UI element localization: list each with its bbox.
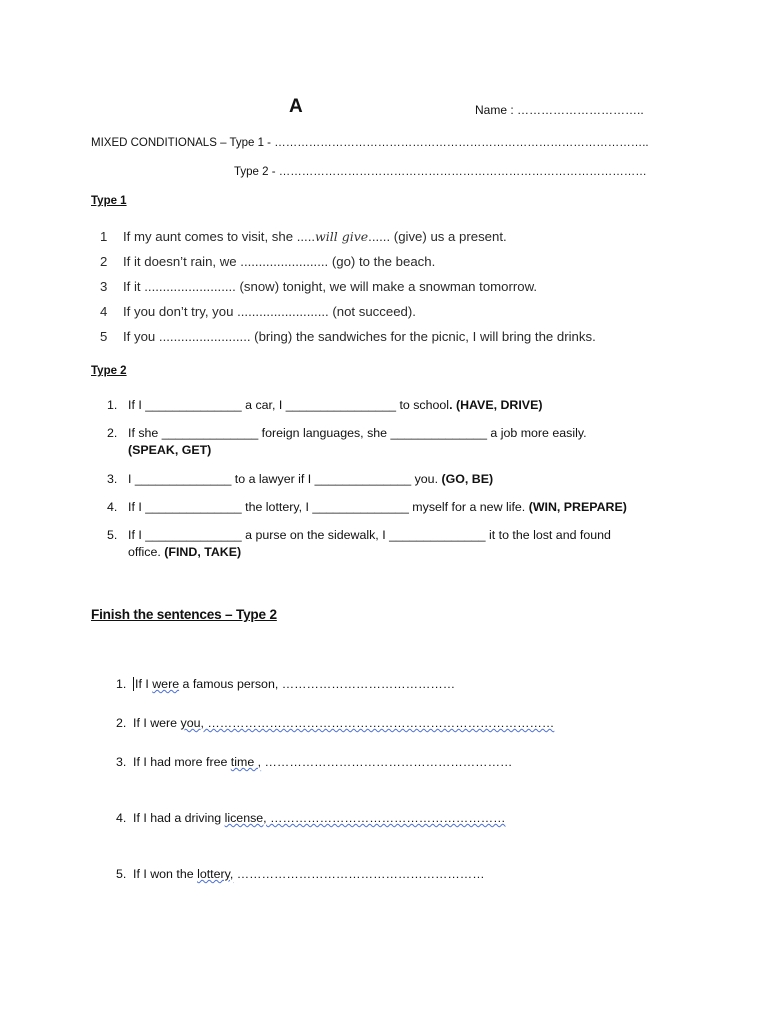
- item-number: 4.: [107, 500, 118, 514]
- item-number: 4.: [116, 811, 127, 825]
- item-text: If I ______________ a purse on the sidewalk, I ______________ it to the lost and found: [128, 528, 611, 542]
- finish-item: [116, 755, 512, 769]
- item-text: If she ______________ foreign languages, she ______________ a job more easily.: [128, 426, 587, 440]
- item-number: 1: [100, 229, 108, 244]
- item-verbs: (FIND, TAKE): [164, 545, 242, 559]
- item-verbs: (WIN, PREPARE): [528, 500, 627, 514]
- type2-item: [107, 426, 587, 457]
- item-tail: ……………………………………………………: [233, 867, 485, 881]
- item-verbs: (SPEAK, GET): [128, 443, 212, 457]
- type2-item: [107, 472, 493, 486]
- item-text: If it doesn’t rain, we ........................ (go) to the beach.: [123, 254, 436, 269]
- finish-item: [116, 811, 506, 825]
- finish-heading: Finish the sentences – Type 2: [91, 607, 277, 622]
- item-lead: If I had a driving: [133, 811, 225, 825]
- item-text: If it ......................... (snow) tonight, we will make a snowman tomorrow.: [123, 279, 538, 294]
- item-text: If you don’t try, you ......................... (not succeed).: [123, 304, 416, 319]
- item-number: 1.: [116, 677, 127, 691]
- item-tail: a famous person, ……………………………………: [179, 677, 456, 691]
- item-text: If my aunt comes to visit, she .....: [123, 229, 316, 244]
- item-continuation: [107, 545, 611, 559]
- item-lead: If I won the: [133, 867, 198, 881]
- item-continuation-text: office.: [128, 545, 165, 559]
- type1-item: [100, 229, 507, 244]
- type1-item: [100, 329, 596, 344]
- type1-item: [100, 254, 435, 269]
- name-field-label: Name : …………………………..: [475, 103, 644, 117]
- spellcheck-flagged-text: time ,: [230, 755, 262, 769]
- type2-item: [107, 528, 611, 559]
- item-verbs: (GO, BE): [441, 472, 494, 486]
- mixed-conditionals-type1-line: MIXED CONDITIONALS – Type 1 - ……………………………………………………………………………………..: [91, 137, 649, 149]
- item-number: 2.: [116, 716, 127, 730]
- type1-item: [100, 304, 416, 319]
- item-number: 5: [100, 329, 108, 344]
- item-number: 3: [100, 279, 108, 294]
- item-verbs: . (HAVE, DRIVE): [449, 398, 543, 412]
- item-continuation: [107, 443, 587, 457]
- item-number: 2.: [107, 426, 118, 440]
- spellcheck-flagged-text: license, …………………………………………………: [224, 811, 506, 825]
- type2-heading: Type 2: [91, 365, 127, 377]
- type1-heading: Type 1: [91, 195, 127, 207]
- item-text: If you ......................... (bring) the sandwiches for the picnic, I will bring the drinks.: [123, 329, 596, 344]
- item-lead: If I were: [133, 716, 181, 730]
- type1-item: [100, 279, 537, 294]
- type2-item: [107, 500, 627, 514]
- item-tail: ……………………………………………………: [261, 755, 513, 769]
- item-number: 5.: [116, 867, 127, 881]
- spellcheck-flagged-text: were: [152, 677, 180, 691]
- spellcheck-flagged-text: lottery,: [197, 867, 234, 881]
- spellcheck-flagged-text: you, …………………………………………………………………………: [180, 716, 555, 730]
- item-lead: If I: [135, 677, 149, 691]
- finish-item: [116, 677, 455, 691]
- mixed-conditionals-type2-line: Type 2 - ……………………………………………………………………………………: [234, 166, 647, 178]
- worksheet-letter: A: [289, 96, 303, 117]
- item-number: 1.: [107, 398, 118, 412]
- item-number: 3.: [107, 472, 118, 486]
- item-lead: If I had more free: [133, 755, 231, 769]
- item-text: I ______________ to a lawyer if I ______________ you.: [128, 472, 442, 486]
- item-text: If I ______________ the lottery, I ______________ myself for a new life.: [128, 500, 529, 514]
- item-number: 5.: [107, 528, 118, 542]
- item-text-after: ...... (give) us a present.: [368, 229, 507, 244]
- handwritten-answer: will give: [315, 229, 369, 244]
- finish-item: [116, 716, 554, 730]
- item-number: 4: [100, 304, 108, 319]
- item-number: 2: [100, 254, 108, 269]
- finish-item: [116, 867, 485, 881]
- type2-item: [107, 398, 542, 412]
- item-number: 3.: [116, 755, 127, 769]
- item-text: If I ______________ a car, I ________________ to school: [128, 398, 450, 412]
